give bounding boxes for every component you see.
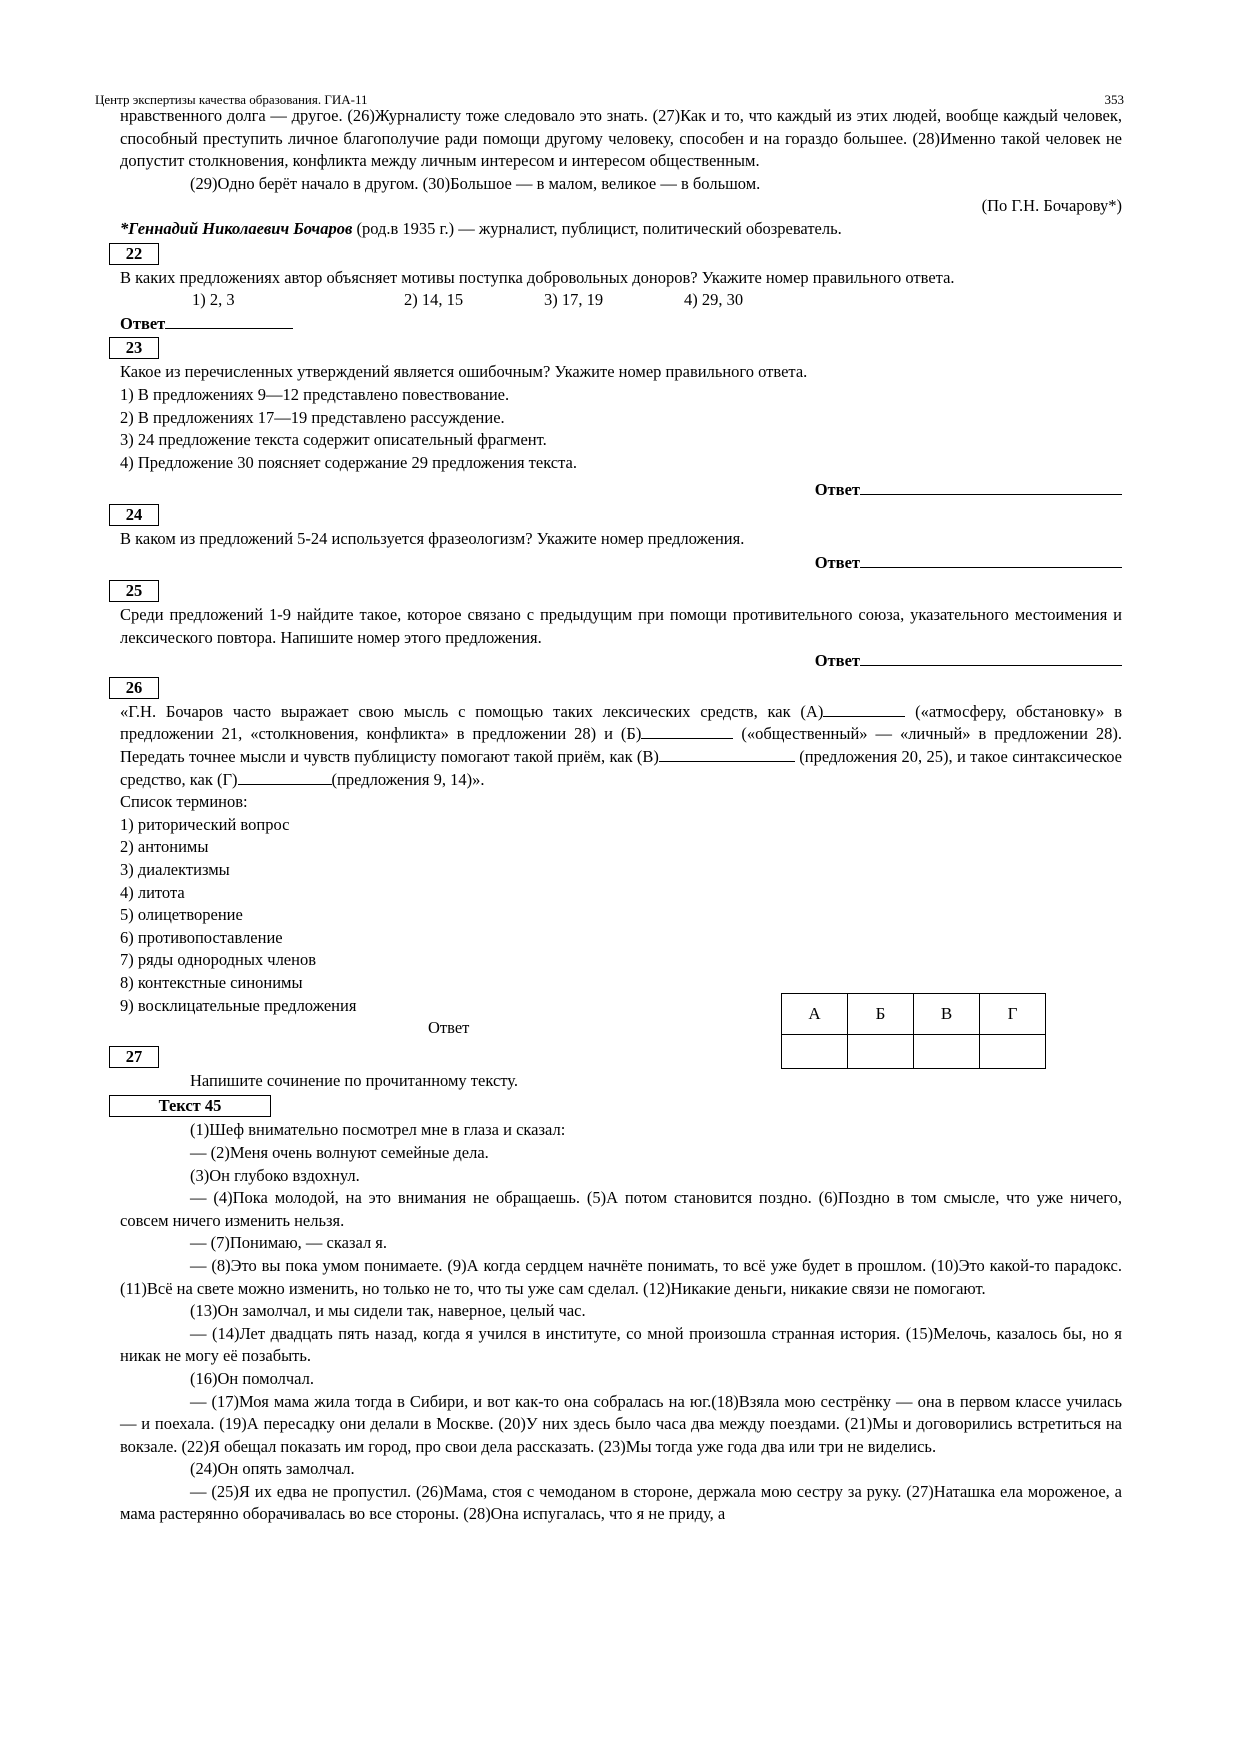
term-item: 8) контекстные синонимы bbox=[120, 973, 303, 992]
answer-cell-v[interactable] bbox=[914, 1035, 980, 1069]
blank-v[interactable] bbox=[659, 747, 795, 762]
text-paragraph: — (14)Лет двадцать пять назад, когда я учился в институте, со мной произошла странная история. (15)Мелочь, казалось бы, но я никак не могу её позабыть. bbox=[120, 1323, 1122, 1366]
answer-cell-a[interactable] bbox=[782, 1035, 848, 1069]
answer-table-header: В bbox=[914, 994, 980, 1035]
text-paragraph: — (2)Меня очень волнуют семейные дела. bbox=[190, 1142, 489, 1162]
option-1: 1) 2, 3 bbox=[192, 290, 235, 310]
answer-cell-g[interactable] bbox=[980, 1035, 1046, 1069]
option-2: 2) 14, 15 bbox=[404, 290, 464, 310]
text-paragraph: — (17)Моя мама жила тогда в Сибири, и вот как-то она собралась на юг.(18)Взяла мою сестрёнку — она в первом классе училась — и поехала. (19)А пересадку они делали в Москве. (20)У них здесь было часа два между поездами. (21)Мы и договорились встретиться на вокзале. (22)Я обещал показать им город, про свои дела рассказать. (23)Мы тогда уже года два или три не виделись. bbox=[120, 1391, 1122, 1456]
task-26-text-part: «Г.Н. Бочаров часто выражает свою мысль с помощью таких лексических средств, как (А) bbox=[120, 701, 824, 721]
answer-label: Ответ bbox=[814, 552, 860, 572]
text-paragraph: (16)Он помолчал. bbox=[190, 1368, 314, 1388]
term-item: 1) риторический вопрос bbox=[120, 814, 290, 834]
answer-field[interactable] bbox=[165, 312, 293, 329]
author-info: (род.в 1935 г.) — журналист, публицист, политический обозреватель. bbox=[352, 218, 842, 238]
text-paragraph: нравственного долга — другое. (26)Журналисту тоже следовало это знать. (27)Как и то, что каждый из этих людей, вообще каждый человек, способный преступить личное благополучие ради помощи другому человеку, способен и на гораздо большее. (28)Именно такой человек не допустит столкновения, конфликта между личным интересом и интересом общественным. bbox=[120, 106, 1122, 171]
blank-b[interactable] bbox=[641, 724, 733, 739]
task-24-text: В каком из предложений 5-24 используется фразеологизм? Укажите номер предложения. bbox=[120, 528, 745, 548]
task-26-answer-label: Ответ bbox=[428, 1018, 470, 1038]
term-item: 6) противопоставление bbox=[120, 927, 283, 947]
answer-label: Ответ bbox=[814, 651, 860, 671]
task-23-item: 3) 24 предложение текста содержит описательный фрагмент. bbox=[120, 430, 547, 450]
author-note bbox=[120, 218, 1122, 241]
text-paragraph: (1)Шеф внимательно посмотрел мне в глаза и сказал: bbox=[190, 1120, 566, 1140]
blank-a[interactable] bbox=[823, 702, 905, 717]
task-22-options bbox=[120, 289, 1122, 312]
task-25-text: Среди предложений 1-9 найдите такое, которое связано с предыдущим при помощи противительного союза, указательного местоимения и лексического повтора. Напишите номер этого предложения. bbox=[120, 605, 1122, 647]
task-22-answer bbox=[120, 312, 1122, 336]
answer-table-26 bbox=[781, 993, 1046, 1069]
text-paragraph: — (4)Пока молодой, на это внимания не обращаешь. (5)А потом становится поздно. (6)Поздно в том смысле, что уже ничего, совсем ничего изменить нельзя. bbox=[120, 1188, 1122, 1230]
answer-cell-b[interactable] bbox=[848, 1035, 914, 1069]
author-name: *Геннадий Николаевич Бочаров bbox=[120, 218, 353, 238]
text-paragraph: (13)Он замолчал, и мы сидели так, наверное, целый час. bbox=[190, 1301, 586, 1321]
answer-field[interactable] bbox=[860, 649, 1122, 666]
task-23-answer bbox=[120, 478, 1122, 502]
task-23-text: Какое из перечисленных утверждений является ошибочным? Укажите номер правильного ответа. bbox=[120, 362, 808, 382]
answer-field[interactable] bbox=[860, 478, 1122, 495]
answer-table-header: Б bbox=[848, 994, 914, 1035]
text-paragraph: — (7)Понимаю, — сказал я. bbox=[190, 1233, 388, 1253]
answer-label: Ответ bbox=[120, 313, 166, 333]
task-number-27: 27 bbox=[109, 1046, 159, 1068]
term-item: 3) диалектизмы bbox=[120, 860, 230, 880]
task-27-text: Напишите сочинение по прочитанному тексту. bbox=[190, 1070, 518, 1090]
term-item: 2) антонимы bbox=[120, 837, 209, 857]
blank-g[interactable] bbox=[238, 770, 332, 785]
task-26-text-part: («общественный» — «личный» в предложении 28). Передать точнее мысли и чувств публицисту помогают такой приём, как (В) bbox=[120, 724, 1122, 767]
text-paragraph: (24)Он опять замолчал. bbox=[190, 1459, 355, 1479]
task-number-26: 26 bbox=[109, 677, 159, 699]
running-header: Центр экспертизы качества образования. ГИА-11 bbox=[95, 92, 368, 107]
task-number-25: 25 bbox=[109, 580, 159, 602]
task-22-text: В каких предложениях автор объясняет мотивы поступка добровольных доноров? Укажите номер правильного ответа. bbox=[120, 267, 955, 287]
term-item: 9) восклицательные предложения bbox=[120, 995, 357, 1015]
text-title: Текст 45 bbox=[109, 1095, 271, 1117]
task-26-text bbox=[120, 701, 1122, 791]
answer-table-header: Г bbox=[980, 994, 1046, 1035]
answer-table-header: А bbox=[782, 994, 848, 1035]
task-23-item: 1) В предложениях 9—12 представлено повествование. bbox=[120, 384, 510, 404]
text-paragraph: (3)Он глубоко вздохнул. bbox=[190, 1165, 360, 1185]
term-item: 4) литота bbox=[120, 882, 185, 902]
option-4: 4) 29, 30 bbox=[684, 290, 744, 310]
task-26-text-part: (предложения 9, 14)». bbox=[331, 769, 485, 789]
task-26-text-part: (предложения 20, 25), и такое синтаксическое средство, как (Г) bbox=[120, 747, 1122, 789]
task-23-item: 4) Предложение 30 поясняет содержание 29 предложения текста. bbox=[120, 452, 577, 472]
terms-title: Список терминов: bbox=[120, 792, 248, 812]
task-number-23: 23 bbox=[109, 337, 159, 359]
answer-field[interactable] bbox=[860, 551, 1122, 568]
task-number-24: 24 bbox=[109, 504, 159, 526]
task-23-item: 2) В предложениях 17—19 представлено рассуждение. bbox=[120, 407, 505, 427]
page-content bbox=[120, 105, 1122, 1526]
task-26-text-part: («атмосферу, обстановку» в предложении 21, «столкновения, конфликта» в предложении 28) и (Б) bbox=[120, 701, 1122, 744]
task-25-answer bbox=[120, 649, 1122, 673]
text-paragraph: (29)Одно берёт начало в другом. (30)Большое — в малом, великое — в большом. bbox=[190, 173, 761, 193]
term-item: 7) ряды однородных членов bbox=[120, 950, 317, 970]
page-number: 353 bbox=[1104, 92, 1124, 107]
task-24-answer bbox=[120, 551, 1122, 575]
text-source: (По Г.Н. Бочарову*) bbox=[981, 196, 1122, 216]
task-number-22: 22 bbox=[109, 243, 159, 265]
text-paragraph: — (8)Это вы пока умом понимаете. (9)А когда сердцем начнёте понимать, то всё уже будет в прошлом. (10)Это какой-то парадокс. (11)Всё на свете можно изменить, но только не то, что ты уже сам сделал. (12)Никакие деньги, никакие связи не помогают. bbox=[120, 1255, 1122, 1298]
answer-label: Ответ bbox=[814, 480, 860, 500]
term-item: 5) олицетворение bbox=[120, 905, 243, 925]
text-paragraph: — (25)Я их едва не пропустил. (26)Мама, стоя с чемоданом в стороне, держала мою сестру за руку. (27)Наташка ела мороженое, а мама растерянно оборачивалась во все стороны. (28)Она испугалась, что я не приду, а bbox=[120, 1481, 1122, 1524]
option-3: 3) 17, 19 bbox=[544, 290, 604, 310]
